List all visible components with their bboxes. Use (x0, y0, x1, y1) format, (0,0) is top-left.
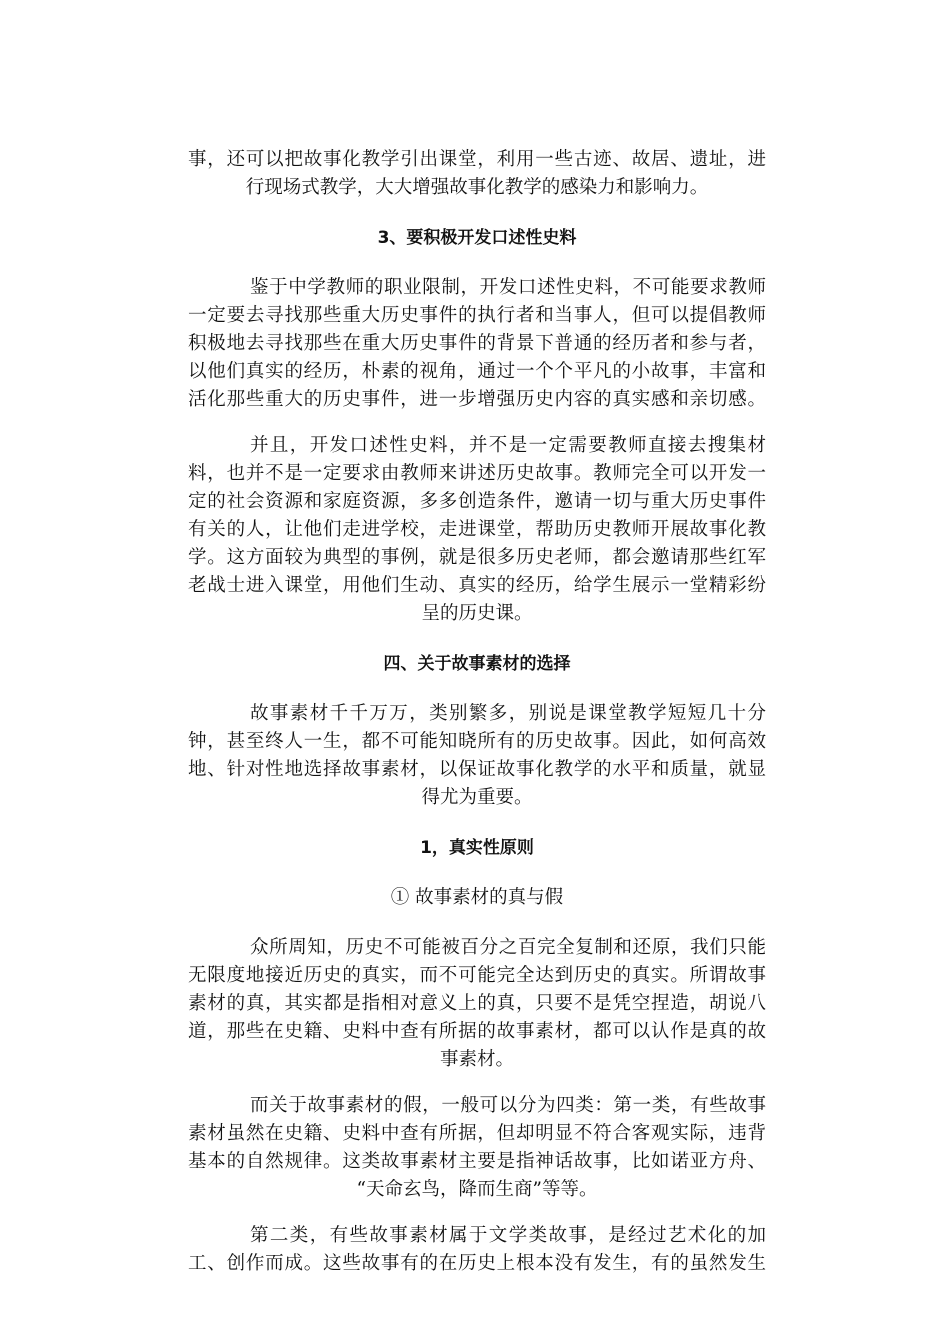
text-line: 积极地去寻找那些在重大历史事件的背景下普通的经历者和参与者， (188, 333, 766, 354)
subheading-true-false: ① 故事素材的真与假 (390, 887, 564, 908)
paragraph-oral-history-2 (188, 432, 766, 628)
text-line: 素材的真，其实都是指相对意义上的真，只要不是凭空捏造，胡说八 (188, 993, 766, 1014)
text-line: 故事素材千千万万，类别繁多，别说是课堂教学短短几十分 (250, 703, 766, 724)
text-line: 鉴于中学教师的职业限制，开发口述性史料，不可能要求教师 (250, 277, 766, 298)
paragraph-true-material (188, 934, 766, 1074)
section-heading-oral-history: 3、要积极开发口述性史料 (377, 228, 577, 248)
text-line: 基本的自然规律。这类故事素材主要是指神话故事，比如诺亚方舟、 (188, 1151, 766, 1172)
text-line: 事素材。 (439, 1049, 514, 1070)
text-line: 并且，开发口述性史料，并不是一定需要教师直接去搜集材 (250, 435, 766, 456)
section-heading-authenticity: 1，真实性原则 (420, 838, 534, 858)
paragraph-literary-material (188, 1222, 766, 1278)
paragraph-fieldtrip (188, 146, 766, 202)
text-line: 地、针对性地选择故事素材，以保证故事化教学的水平和质量，就显 (188, 759, 766, 780)
document-page (188, 146, 766, 1296)
text-line: 钟，甚至终人一生，都不可能知晓所有的历史故事。因此，如何高效 (188, 731, 766, 752)
section-heading-material-selection: 四、关于故事素材的选择 (383, 654, 571, 674)
text-line: 有关的人，让他们走进学校，走进课堂，帮助历史教师开展故事化教 (188, 519, 766, 540)
text-line: 老战士进入课堂，用他们生动、真实的经历，给学生展示一堂精彩纷 (188, 575, 766, 596)
text-line: 而关于故事素材的假，一般可以分为四类：第一类，有些故事 (250, 1095, 766, 1116)
text-line: 事，还可以把故事化教学引出课堂，利用一些古迹、故居、遗址，进 (188, 149, 766, 170)
paragraph-oral-history-1 (188, 274, 766, 414)
text-line: 第二类，有些故事素材属于文学类故事，是经过艺术化的加 (250, 1225, 766, 1246)
text-line: 料，也并不是一定要求由教师来讲述历史故事。教师完全可以开发一 (188, 463, 766, 484)
paragraph-material-selection (188, 700, 766, 812)
paragraph-false-material (188, 1092, 766, 1204)
text-line: 呈的历史课。 (421, 603, 533, 624)
text-line: 一定要去寻找那些重大历史事件的执行者和当事人，但可以提倡教师 (188, 305, 766, 326)
text-line: 无限度地接近历史的真实，而不可能完全达到历史的真实。所谓故事 (188, 965, 766, 986)
text-line: 行现场式教学，大大增强故事化教学的感染力和影响力。 (245, 177, 709, 198)
text-line: 以他们真实的经历，朴素的视角，通过一个个平凡的小故事，丰富和 (188, 361, 766, 382)
text-line: 工、创作而成。这些故事有的在历史上根本没有发生，有的虽然发生 (188, 1253, 766, 1274)
text-line: 得尤为重要。 (421, 787, 533, 808)
text-line: 众所周知，历史不可能被百分之百完全复制和还原，我们只能 (250, 937, 766, 958)
text-line: 定的社会资源和家庭资源，多多创造条件，邀请一切与重大历史事件 (188, 491, 766, 512)
text-line: 活化那些重大的历史事件，进一步增强历史内容的真实感和亲切感。 (188, 389, 766, 410)
text-line: 学。这方面较为典型的事例，就是很多历史老师，都会邀请那些红军 (188, 547, 766, 568)
text-line: 素材虽然在史籍、史料中查有所据，但却明显不符合客观实际，违背 (188, 1123, 766, 1144)
text-line: 道，那些在史籍、史料中查有所据的故事素材，都可以认作是真的故 (188, 1021, 766, 1042)
text-line: “天命玄鸟，降而生商”等等。 (356, 1179, 598, 1200)
